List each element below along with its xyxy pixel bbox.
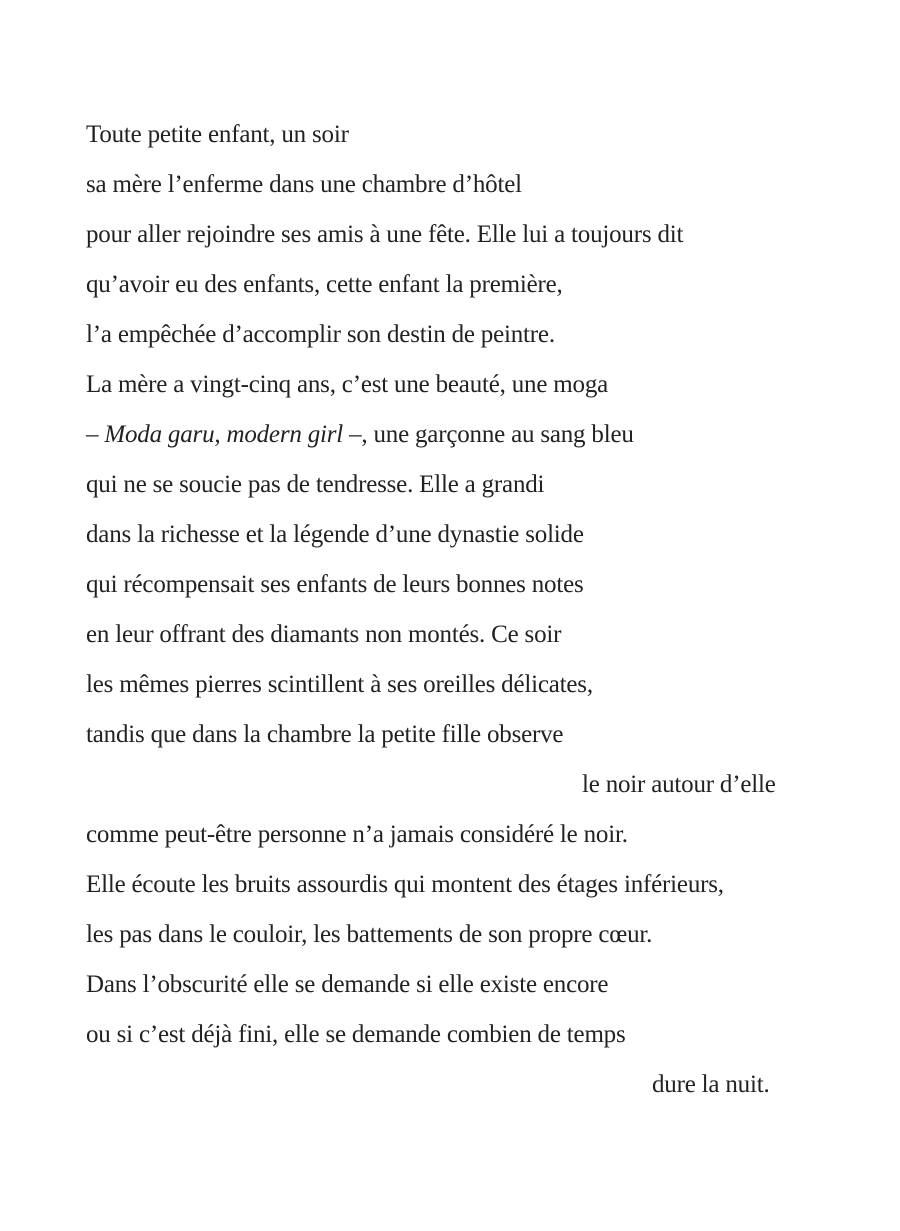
poem-line: tandis que dans la chambre la petite fille observe xyxy=(86,721,564,748)
poem-line: les mêmes pierres scintillent à ses oreilles délicates, xyxy=(86,671,593,698)
poem-text-block xyxy=(86,110,846,1110)
line-suffix: –, une garçonne au sang bleu xyxy=(343,421,634,448)
poem-line: qu’avoir eu des enfants, cette enfant la première, xyxy=(86,271,563,298)
italic-phrase: Moda garu, modern girl xyxy=(104,421,344,448)
poem-line: qui ne se soucie pas de tendresse. Elle a grandi xyxy=(86,471,545,498)
poem-line: qui récompensait ses enfants de leurs bonnes notes xyxy=(86,571,584,598)
poem-line: Toute petite enfant, un soir xyxy=(86,121,349,148)
poem-line: La mère a vingt-cinq ans, c’est une beauté, une moga xyxy=(86,371,609,398)
poem-line: comme peut-être personne n’a jamais considéré le noir. xyxy=(86,821,628,848)
poem-line: dans la richesse et la légende d’une dynastie solide xyxy=(86,521,584,548)
poem-line: l’a empêchée d’accomplir son destin de peintre. xyxy=(86,321,555,348)
poem-line: en leur offrant des diamants non montés. Ce soir xyxy=(86,621,562,648)
poem-line: les pas dans le couloir, les battements de son propre cœur. xyxy=(86,921,653,948)
poem-line-with-italic xyxy=(86,410,846,460)
poem-line: ou si c’est déjà fini, elle se demande combien de temps xyxy=(86,1021,626,1048)
poem-line-indented: dure la nuit. xyxy=(652,1071,770,1098)
poem-line: pour aller rejoindre ses amis à une fête. Elle lui a toujours dit xyxy=(86,221,684,248)
dash-prefix: – xyxy=(86,421,105,448)
poem-line: Dans l’obscurité elle se demande si elle existe encore xyxy=(86,971,609,998)
poem-line-indented: le noir autour d’elle xyxy=(582,771,776,798)
poem-line: Elle écoute les bruits assourdis qui montent des étages inférieurs, xyxy=(86,871,724,898)
poem-line: sa mère l’enferme dans une chambre d’hôtel xyxy=(86,171,522,198)
